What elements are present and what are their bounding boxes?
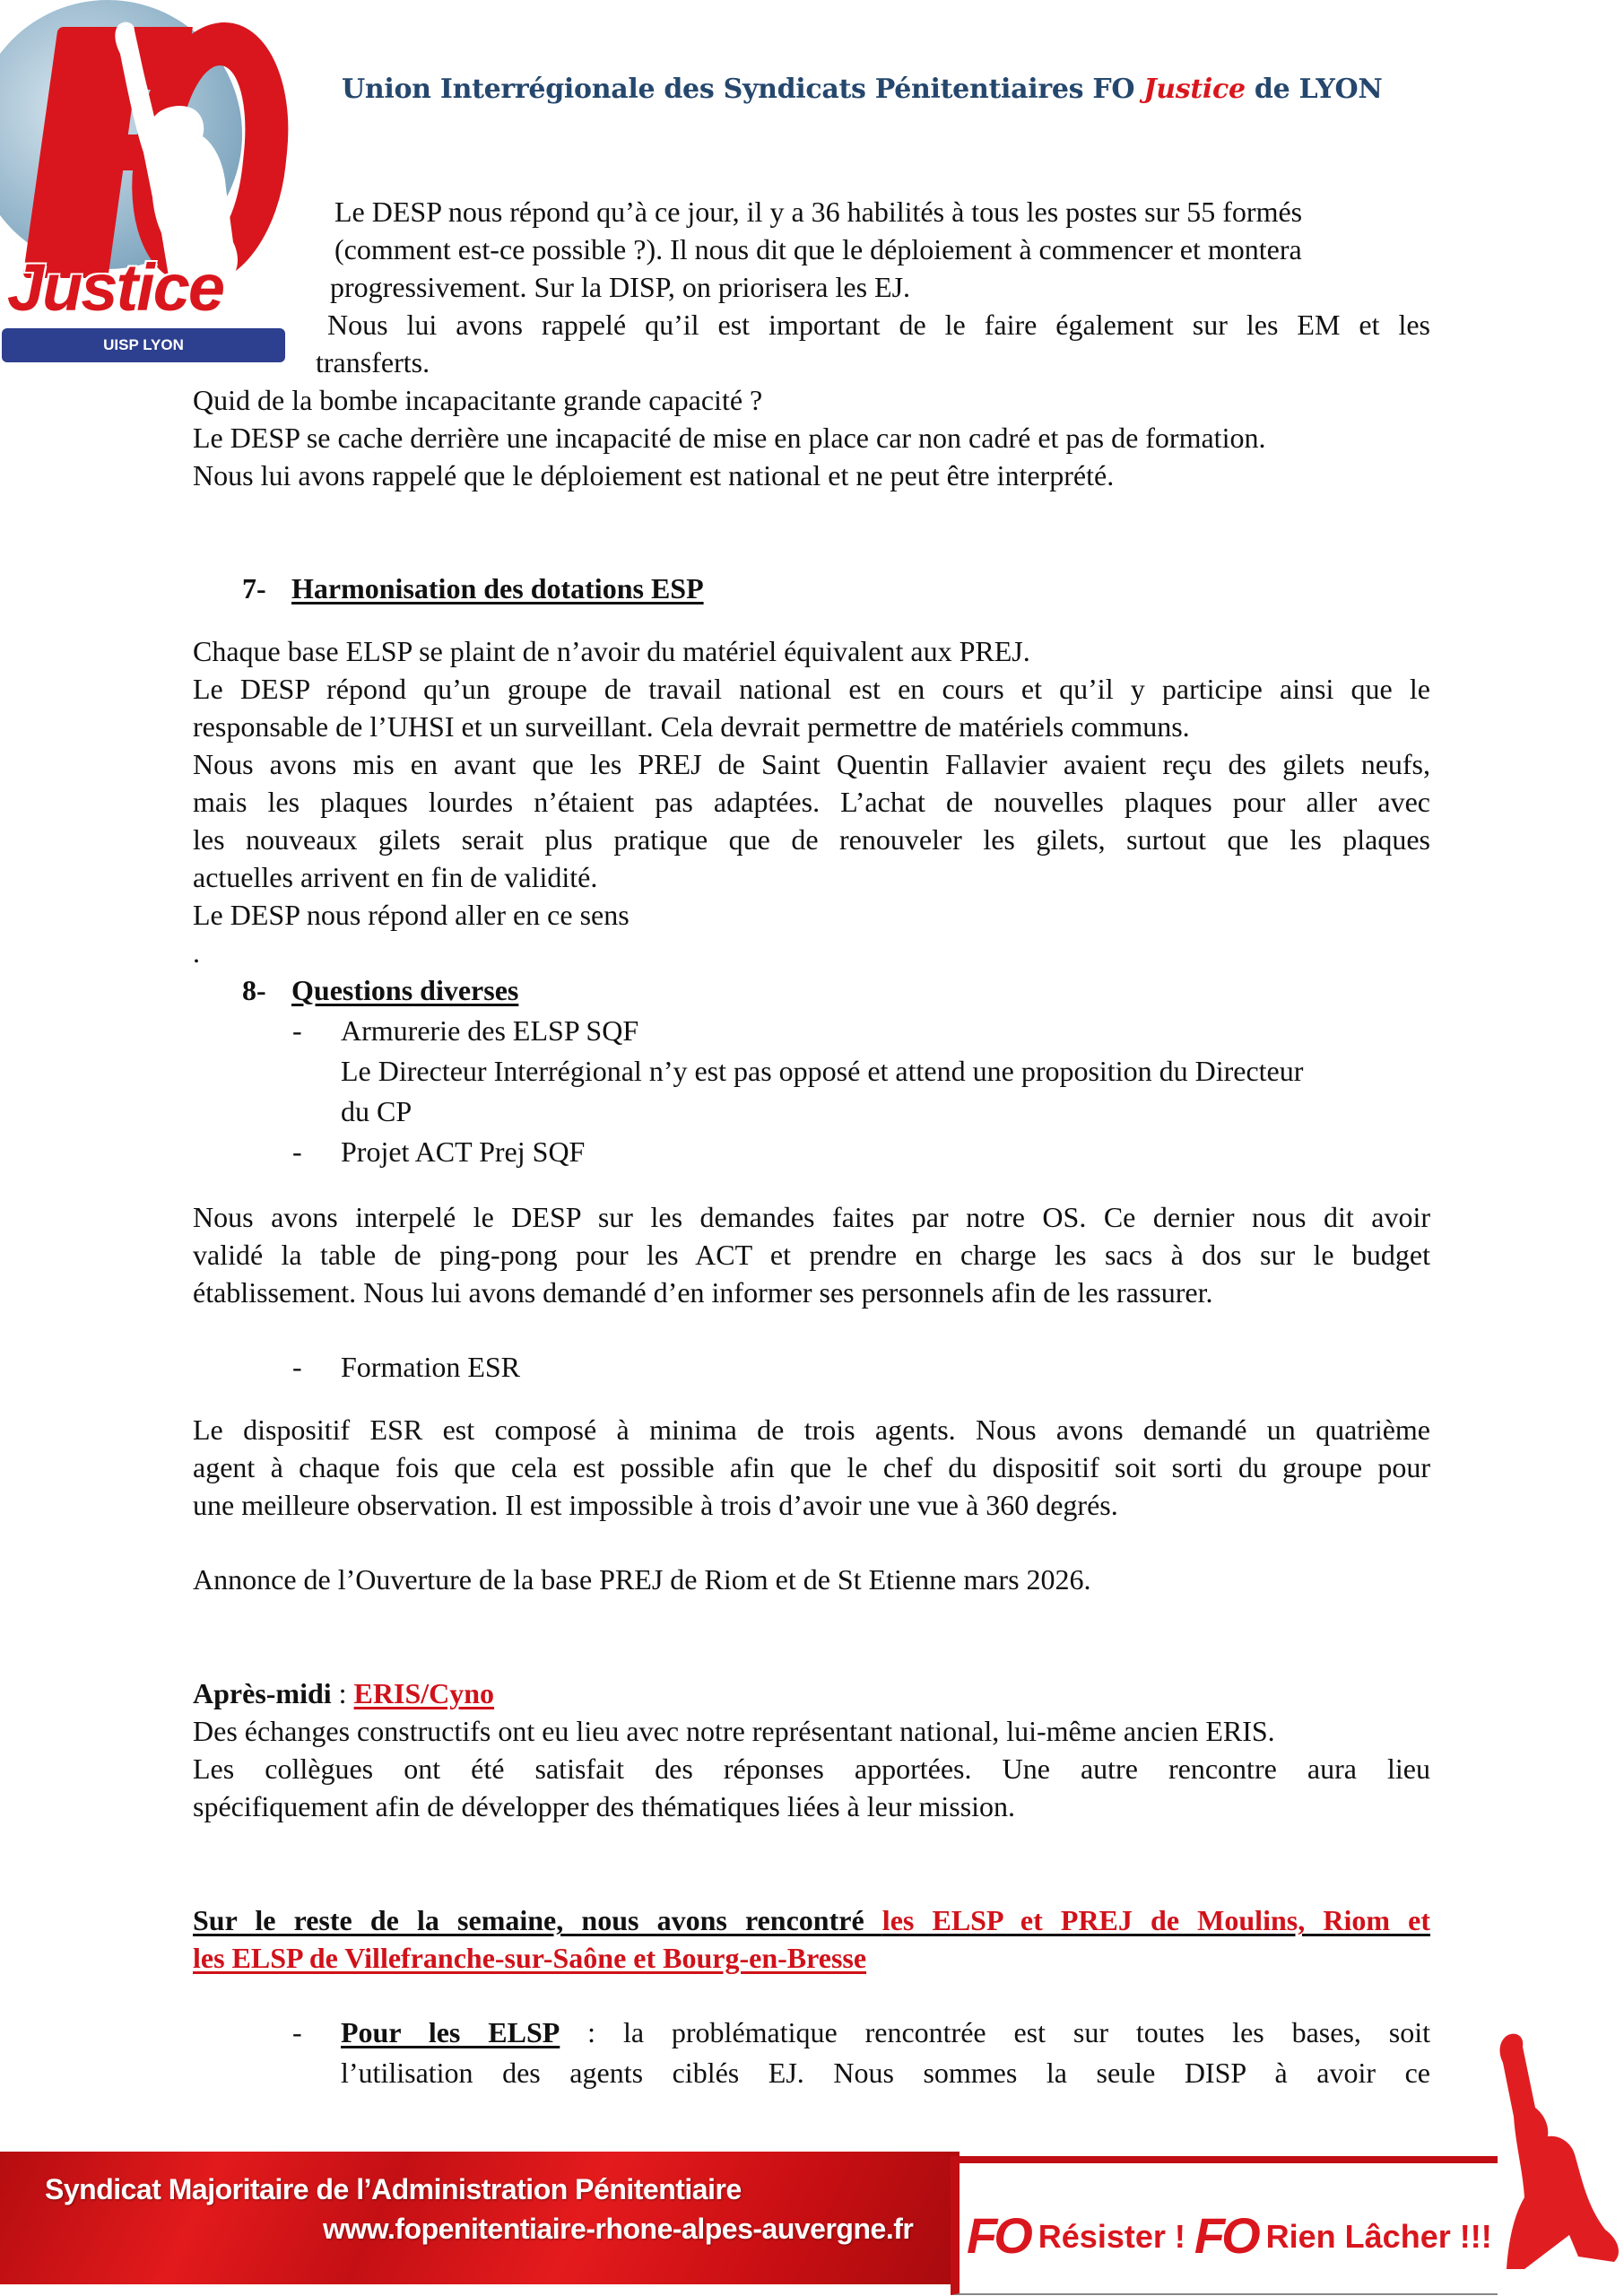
raised-fist-figure-icon	[1471, 2027, 1624, 2278]
intro-line-5: transferts.	[316, 346, 430, 378]
announcement: Annonce de l’Ouverture de la base PREJ de Riom et de St Etienne mars 2026.	[193, 1563, 1091, 1596]
logo-justice-word: Justice	[7, 250, 224, 325]
list-item: Projet ACT Prej SQF	[341, 1135, 586, 1168]
intro-line-1: Le DESP nous répond qu’à ce jour, il y a 36 habilités à tous les postes sur 55 formés	[334, 196, 1303, 228]
elsp-separator: :	[560, 2016, 623, 2048]
afternoon-heading	[193, 1674, 494, 1712]
list-bullet: -	[292, 1014, 302, 1047]
list-item: Formation ESR	[341, 1351, 521, 1383]
week-summary-places: les ELSP et PREJ de Moulins, Riom et	[881, 1904, 1430, 1936]
section-7-title: Harmonisation des dotations ESP	[291, 572, 704, 604]
footer-slogan	[967, 2206, 1492, 2265]
section-8-title: Questions diverses	[291, 974, 519, 1006]
section-7-line: Le DESP répond qu’un groupe de travail national est en cours et qu’il y participe ainsi que le	[193, 673, 1430, 705]
bombe-answer: Le DESP se cache derrière une incapacité de mise en place car non cadré et pas de formation.	[193, 422, 1266, 454]
afternoon-separator: :	[331, 1677, 354, 1709]
afternoon-line: Les collègues ont été satisfait des réponses apportées. Une autre rencontre aura lieu	[193, 1752, 1430, 1785]
logo-badge: UISP LYON	[2, 328, 285, 362]
header-title-suffix: de LYON	[1245, 74, 1383, 105]
header-title-prefix: Union Interrégionale des Syndicats Pénitentiaires FO	[342, 74, 1144, 105]
section-7-line: Le DESP nous répond aller en ce sens	[193, 899, 630, 931]
slogan-resister: Résister !	[1038, 2218, 1185, 2255]
section-7-line: mais les plaques lourdes n’étaient pas adaptées. L’achat de nouvelles plaques pour aller avec	[193, 786, 1430, 818]
section-7-number: 7-	[242, 572, 266, 604]
bombe-question: Quid de la bombe incapacitante grande capacité ?	[193, 384, 763, 416]
intro-line-2: (comment est-ce possible ?). Il nous dit que le déploiement à commencer et montera	[334, 233, 1302, 265]
slogan-fo-logo: FO	[967, 2207, 1029, 2264]
week-summary-lead: Sur le reste de la semaine, nous avons rencontré	[193, 1904, 882, 1936]
section-7-dot: .	[193, 936, 200, 969]
header-title-accent: Justice	[1143, 74, 1246, 105]
elsp-line-2: l’utilisation des agents ciblés EJ. Nous sommes la seule DISP à avoir ce	[341, 2057, 1430, 2089]
fo-justice-logo	[0, 0, 296, 368]
slogan-fo-logo: FO	[1194, 2207, 1257, 2264]
section-7-line: responsable de l’UHSI et un surveillant. Cela devrait permettre de matériels communs.	[193, 710, 1190, 743]
list-bullet: -	[292, 2016, 302, 2048]
raised-fist-figure-icon	[108, 18, 242, 287]
page-header-title	[342, 74, 1382, 105]
elsp-line-1	[341, 2013, 1430, 2051]
list-item: Armurerie des ELSP SQF	[341, 1014, 639, 1047]
esr-paragraph-line: une meilleure observation. Il est impossible à trois d’avoir une vue à 360 degrés.	[193, 1489, 1118, 1521]
afternoon-topic: ERIS/Cyno	[353, 1677, 495, 1709]
elsp-label: Pour les ELSP	[341, 2016, 560, 2048]
act-paragraph-line: établissement. Nous lui avons demandé d’en informer ses personnels afin de les rassurer.	[193, 1276, 1213, 1309]
list-item-detail: Le Directeur Interrégional n’y est pas opposé et attend une proposition du Directeur	[341, 1055, 1304, 1087]
list-bullet: -	[292, 1351, 302, 1383]
esr-paragraph-line: agent à chaque fois que cela est possible afin que le chef du dispositif soit sorti du groupe pour	[193, 1451, 1430, 1483]
section-7-line: les nouveaux gilets serait plus pratique que de renouveler les gilets, surtout que les plaques	[193, 823, 1430, 856]
intro-line-3: progressivement. Sur la DISP, on priorisera les EJ.	[330, 271, 911, 303]
elsp-line-1-rest: la problématique rencontrée est sur toutes les bases, soit	[622, 2016, 1431, 2048]
afternoon-line: Des échanges constructifs ont eu lieu avec notre représentant national, lui-même ancien ERIS.	[193, 1715, 1275, 1747]
list-bullet: -	[292, 1135, 302, 1168]
act-paragraph-line: validé la table de ping-pong pour les ACT et prendre en charge les sacs à dos sur le budget	[193, 1239, 1430, 1271]
esr-paragraph-line: Le dispositif ESR est composé à minima de trois agents. Nous avons demandé un quatrième	[193, 1413, 1430, 1446]
afternoon-line: spécifiquement afin de développer des thématiques liées à leur mission.	[193, 1790, 1016, 1822]
section-8-number: 8-	[242, 974, 266, 1006]
section-7-line: actuelles arrivent en fin de validité.	[193, 861, 598, 893]
week-summary-line-2: les ELSP de Villefranche-sur-Saône et Bourg-en-Bresse	[193, 1942, 867, 1974]
slogan-rien-lacher: Rien Lâcher !!!	[1265, 2218, 1492, 2255]
week-summary-line-1	[193, 1901, 1430, 1939]
section-7-line: Chaque base ELSP se plaint de n’avoir du matériel équivalent aux PREJ.	[193, 635, 1030, 667]
section-7-line: Nous avons mis en avant que les PREJ de Saint Quentin Fallavier avaient reçu des gilets neufs,	[193, 748, 1430, 780]
footer-website-link[interactable]: www.fopenitentiaire-rhone-alpes-auvergne.fr	[323, 2213, 914, 2245]
afternoon-label: Après-midi	[193, 1677, 332, 1709]
bombe-reminder: Nous lui avons rappelé que le déploiement est national et ne peut être interprété.	[193, 459, 1115, 491]
intro-line-4: Nous lui avons rappelé qu’il est important de le faire également sur les EM et les	[327, 309, 1430, 341]
footer-banner	[0, 2152, 960, 2284]
list-item-detail: du CP	[341, 1095, 413, 1127]
footer-tagline: Syndicat Majoritaire de l’Administration Pénitentiaire	[45, 2173, 742, 2205]
act-paragraph-line: Nous avons interpelé le DESP sur les demandes faites par notre OS. Ce dernier nous dit avoir	[193, 1201, 1430, 1233]
